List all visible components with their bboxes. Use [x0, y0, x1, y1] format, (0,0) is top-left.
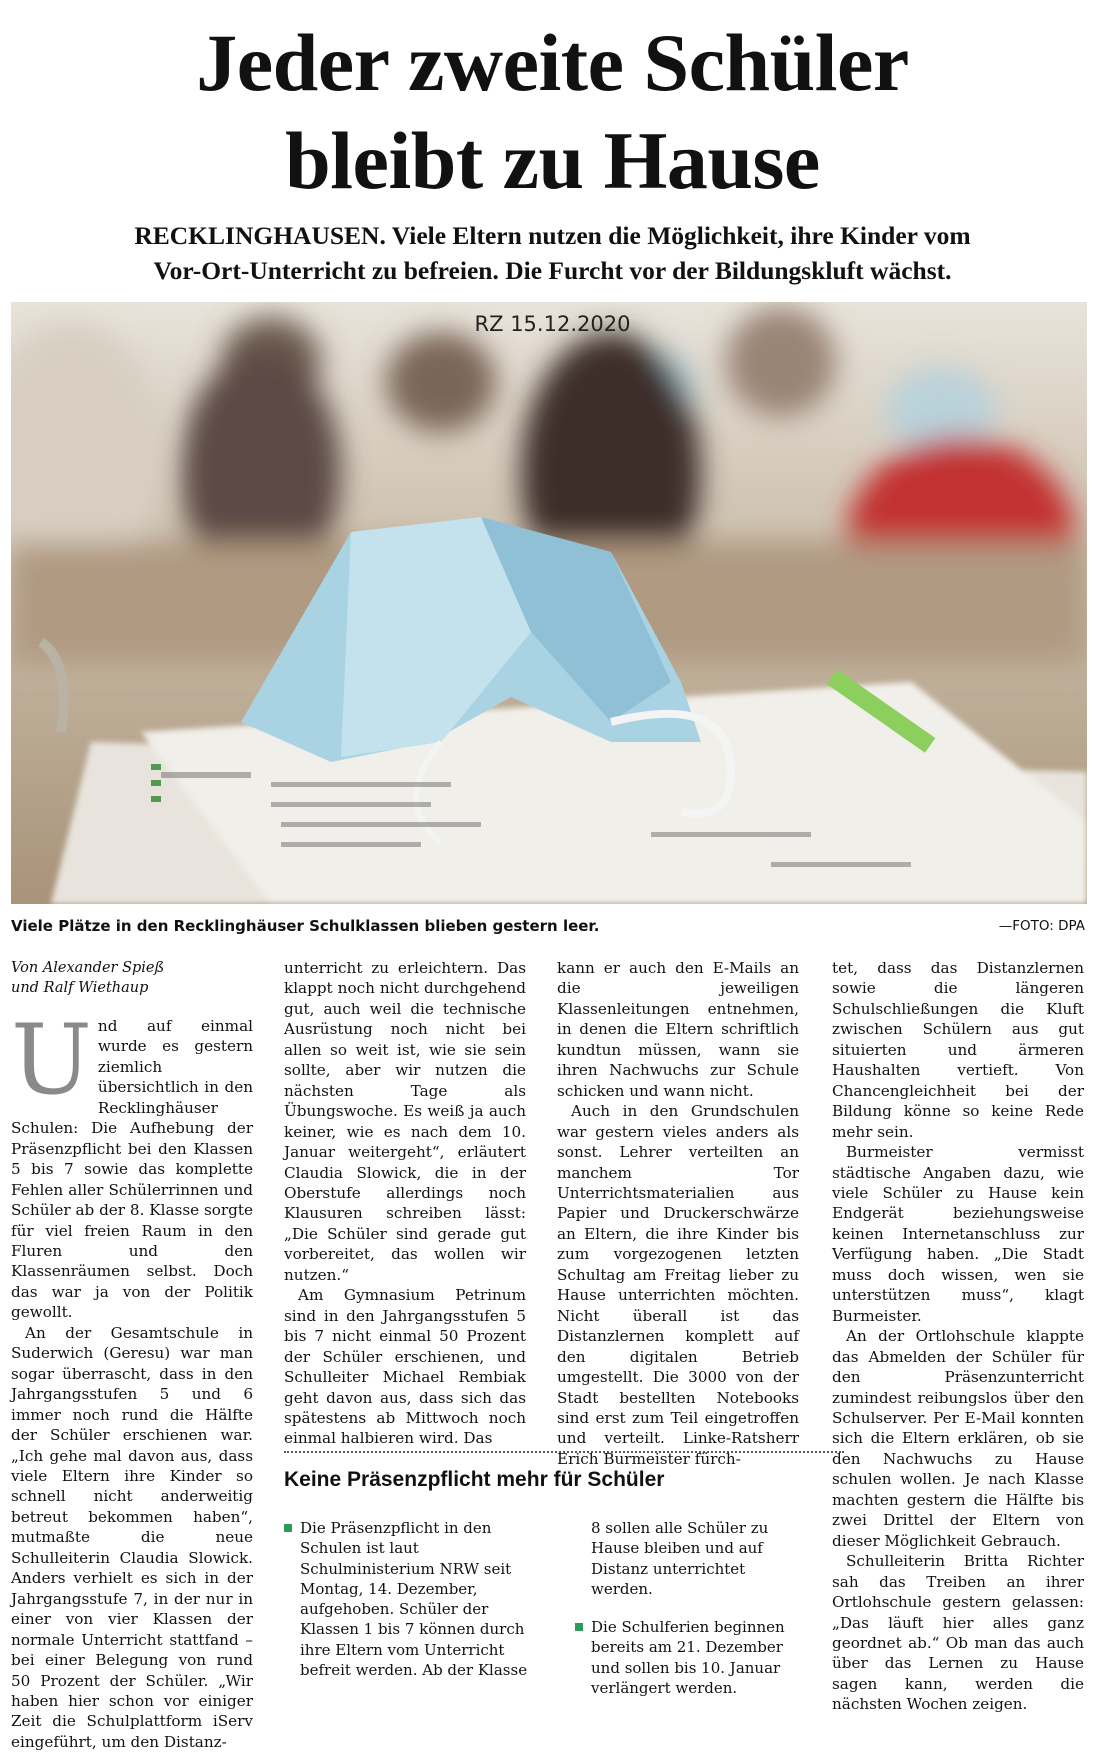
drop-cap: U — [11, 1004, 92, 1116]
article-photo — [11, 302, 1087, 904]
headline-line-2: bleibt zu Hause — [285, 115, 820, 206]
article-column-2 — [284, 958, 526, 1449]
paragraph: Am Gymnasium Petrinum sind in den Jahrgangsstufen 5 bis 7 nicht einmal 50 Prozent der Schüler erschienen, und Schulleiter Michael Rembiak geht davon aus, dass sich das spätestens ab Mittwoch noch einmal halbieren wird. Das — [284, 1286, 526, 1448]
infobox-column-1 — [284, 1518, 534, 1680]
infobox-column-2 — [575, 1518, 800, 1698]
subhead-line-2: Vor-Ort-Unterricht zu befreien. Die Furcht vor der Bildungskluft wächst. — [153, 256, 952, 285]
paragraph: Burmeister vermisst städtische Angaben dazu, wie viele Schüler zu Hause kein Endgerät beziehungsweise keinen Internetanschluss zur Verfügung haben. „Die Stadt muss doch wissen, wen sie unterstützen muss“, klagt Burmeister. — [832, 1143, 1084, 1325]
date-stamp: RZ 15.12.2020 — [474, 312, 631, 336]
article-column-1 — [11, 958, 253, 1752]
photo-caption: Viele Plätze in den Recklinghäuser Schulklassen blieben gestern leer. — [11, 917, 600, 935]
byline-line-2: und Ralf Wiethaup — [11, 980, 149, 996]
paragraph: An der Ortlohschule klappte das Abmelden der Schüler für den Präsenzunterricht zumindest reibungslos über den Schulserver. Per E-Mail konnten sich die Eltern erklären, ob sie den Nachwuchs zu Hause schulen wollen. Je nach Klasse machten gestern die Hälfte bis zwei Drittel der Eltern von dieser Möglichkeit Gebrauch. — [832, 1327, 1084, 1550]
infobox-bullet-text: Die Schulferien beginnen bereits am 21. Dezember und sollen bis 10. Januar verlängert werden. — [591, 1618, 785, 1698]
byline — [11, 958, 253, 998]
headline — [0, 14, 1105, 210]
article-column-3 — [557, 958, 799, 1469]
infobox-divider — [284, 1451, 844, 1453]
infobox-bullet-text: Die Präsenzpflicht in den Schulen ist laut Schulministerium NRW seit Montag, 14. Dezember, aufgehoben. Schüler der Klassen 1 bis 7 können durch ihre Eltern vom Unterricht befreit werden. Ab der Klasse — [300, 1519, 528, 1680]
article-column-4 — [832, 958, 1084, 1715]
bullet-square-icon — [284, 1524, 292, 1532]
paragraph: Schulleiterin Britta Richter sah das Treiben an ihrer Ortlohschule gestern gelassen: „Das läuft hier alles ganz geordnet ab.“ Ob man das auch über das Lernen zu Hause sagen kann, werden die nächsten Wochen zeigen. — [832, 1552, 1084, 1714]
paragraph: An der Gesamtschule in Suderwich (Geresu) war man sogar überrascht, dass in den Jahrgangsstufen 5 und 6 immer noch rund die Hälfte der Schüler erschienen war. „Ich gehe mal davon aus, dass viele Eltern ihre Kinder so schnell nicht anderweitig betreut bekommen haben“, mutmaßte die neue Schulleiterin Claudia Slowick. Anders verhielt es sich in der Jahrgangsstufe 7, in der nur in einer von vier Klassen der normale Unterricht stattfand – bei einer Belegung von rund 50 Prozent der Schüler. „Wir haben hier schon vor einiger Zeit die Schulplattform iServ eingeführt, um den Distanz- — [11, 1323, 253, 1751]
paragraph: Auch in den Grundschulen war gestern vieles anders als sonst. Lehrer verteilten an manchem Tor Unterrichtsmaterialien aus Papier und Druckerschwärze an Eltern, die ihre Kinder bis zum vorgezogenen letzten Schultag am Freitag lieber zu Hause unterrichten möchten. Nicht überall ist das Distanzlernen komplett auf den digitalen Betrieb umgestellt. Die 3000 von der Stadt bestellten Notebooks sind erst zum Teil eingetroffen und verteilt. Linke-Ratsherr Erich Burmeister fürch- — [557, 1102, 799, 1468]
infobox-title: Keine Präsenzpflicht mehr für Schüler — [284, 1468, 665, 1491]
infobox-bullet — [575, 1617, 800, 1698]
photo-credit: —FOTO: DPA — [998, 918, 1085, 934]
infobox-bullet-continued: 8 sollen alle Schüler zu Hause bleiben und auf Distanz unterrichtet werden. — [591, 1519, 769, 1598]
classroom-mask-photo — [11, 302, 1087, 904]
bullet-square-icon — [575, 1623, 583, 1631]
byline-line-1: Von Alexander Spieß — [11, 960, 165, 976]
paragraph: unterricht zu erleichtern. Das klappt noch nicht durchgehend gut, auch weil die technische Ausrüstung noch nicht bei allen so weit ist, wie sie sein sollte, aber wir nutzen die nächsten Tage als Übungswoche. Es weiß ja auch keiner, wie es nach dem 10. Januar weitergeht“, erläutert Claudia Slowick, die in der Oberstufe allerdings noch Klausuren schreiben lässt: „Die Schüler sind gerade gut vorbereitet, das wollen wir nutzen.“ — [284, 959, 526, 1284]
paragraph: kann er auch den E-Mails an die jeweiligen Klassenleitungen entnehmen, in denen die Eltern schriftlich kundtun müssen, wann sie ihren Nachwuchs zur Schule schicken und wann nicht. — [557, 959, 799, 1100]
paragraph: tet, dass das Distanzlernen sowie die längeren Schulschließungen die Kluft zwischen Schülern aus gut situierten und ärmeren Haushalten vertieft. Von Chancengleichheit bei der Bildung könne so keine Rede mehr sein. — [832, 959, 1084, 1141]
subheadline — [20, 218, 1085, 288]
subhead-line-1: RECKLINGHAUSEN. Viele Eltern nutzen die Möglichkeit, ihre Kinder vom — [134, 221, 971, 250]
paragraph — [11, 1004, 253, 1323]
paragraph-text: nd auf einmal wurde es gestern ziemlich übersichtlich in den Recklinghäuser Schulen: Die Aufhebung der Präsenzpflicht bei den Klassen 5 bis 7 sowie das komplette Fehlen aller Schülerrinnen und Schüler ab der 8. Klasse sorgte für viel freien Raum in den Fluren und den Klassenräumen selbst. Doch das war ja von der Politik gewollt. — [11, 1017, 253, 1322]
infobox-bullet — [284, 1518, 534, 1680]
headline-line-1: Jeder zweite Schüler — [196, 17, 909, 108]
